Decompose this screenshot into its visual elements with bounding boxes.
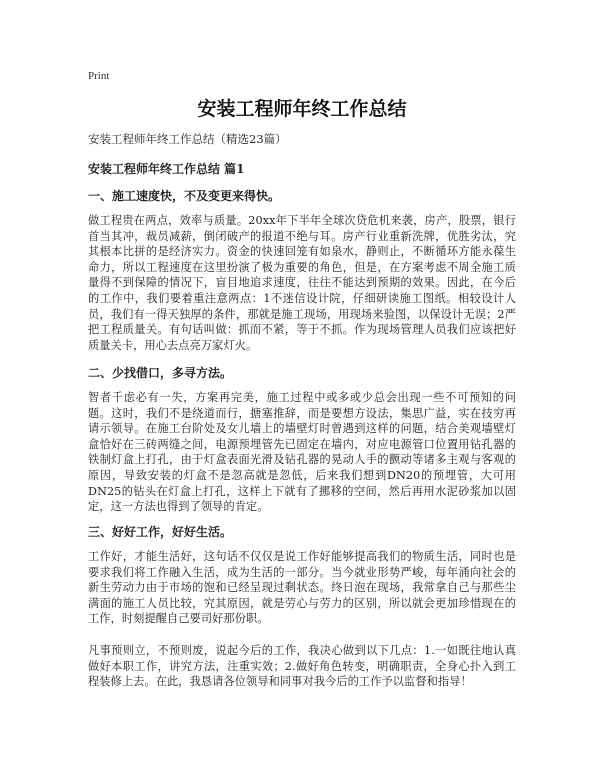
section-title: 安装工程师年终工作总结 篇1 [88,162,245,176]
paragraph-4: 凡事预则立，不预则废，说起今后的工作，我决心做到以下几点：1.一如既往地认真做好本职工作，讲究方法，注重实效；2.做好角色转变，明确职责，全身心扑入到工程装修上去。在此，我恳请各位领导和同事对我今后的工作予以监督和指导！ [88,644,516,689]
print-link[interactable]: Print [88,70,110,82]
paragraph-1: 做工程贵在两点，效率与质量。20xx年下半年全球次贷危机来袭，房产，股票，银行首当其冲，裁员减薪，倒闭破产的报道不绝与耳。房产行业重新洗牌，优胜劣汰，究其根本比拼的是经济实力。资金的快速回笼有如泉水，静则止，不断循环方能永葆生命力，所以工程速度在这里扮演了极为重要的角色，但是，在方案考虑不周全施工质量得不到保障的情况下，盲目地追求速度，往往不能达到预期的效果。因此，在今后的工作中，我们要着重注意两点：1不迷信设计院，仔细研读施工图纸。相较设计人员，我们有一得天独厚的条件，那就是施工现场，用现场来验图，以保设计无误；2严把工程质量关。有句话叫做：抓而不紧，等于不抓。作为现场管理人员我们应该把好质量关卡，用心去点亮万家灯火。 [88,214,516,352]
heading-3: 三、好好工作，好好生活。 [88,525,233,539]
paragraph-3: 工作好，才能生活好，这句话不仅仅是说工作好能够提高我们的物质生活，同时也是要求我们将工作融入生活，成为生活的一部分。当今就业形势严峻，每年涌向社会的新生劳动力由于市场的饱和已经呈现过剩状态。终日泡在现场，我常拿自己与那些尘满面的施工人员比较，究其原因，就是劳心与劳力的区别，所以就会更加珍惜现在的工作，时刻提醒自己要司好那份职。 [88,550,516,626]
heading-1: 一、施工速度快，不及变更来得快。 [88,189,281,203]
document-subtitle: 安装工程师年终工作总结（精选23篇） [88,132,287,146]
page-title: 安装工程师年终工作总结 [197,98,407,120]
heading-2: 二、少找借口，多寻方法。 [88,366,233,380]
paragraph-2: 智者千虑必有一失，方案再完美，施工过程中或多或少总会出现一些不可预知的问题。这时，我们不是绕道而行，搪塞推辞，而是要想方设法，集思广益，实在技穷再请示领导。在施工台阶处及女儿墙上的墙壁灯时曾遇到这样的问题，结合美观墙壁灯盒恰好在三砖两缝之间，电源预埋管先已固定在墙内，对应电源管口位置用钻孔器的铁制灯盒上打孔，由于灯盒表面光滑及钻孔器的晃动人手的颤动等诸多主观与客观的原因，导致安装的灯盒不是忽高就是忽低，后来我们想到DN20的预埋管，大可用DN25的钻头在灯盒上打孔，这样上下就有了挪移的空间，然后再用水泥砂浆加以固定，这一方法也得到了领导的肯定。 [88,391,516,514]
